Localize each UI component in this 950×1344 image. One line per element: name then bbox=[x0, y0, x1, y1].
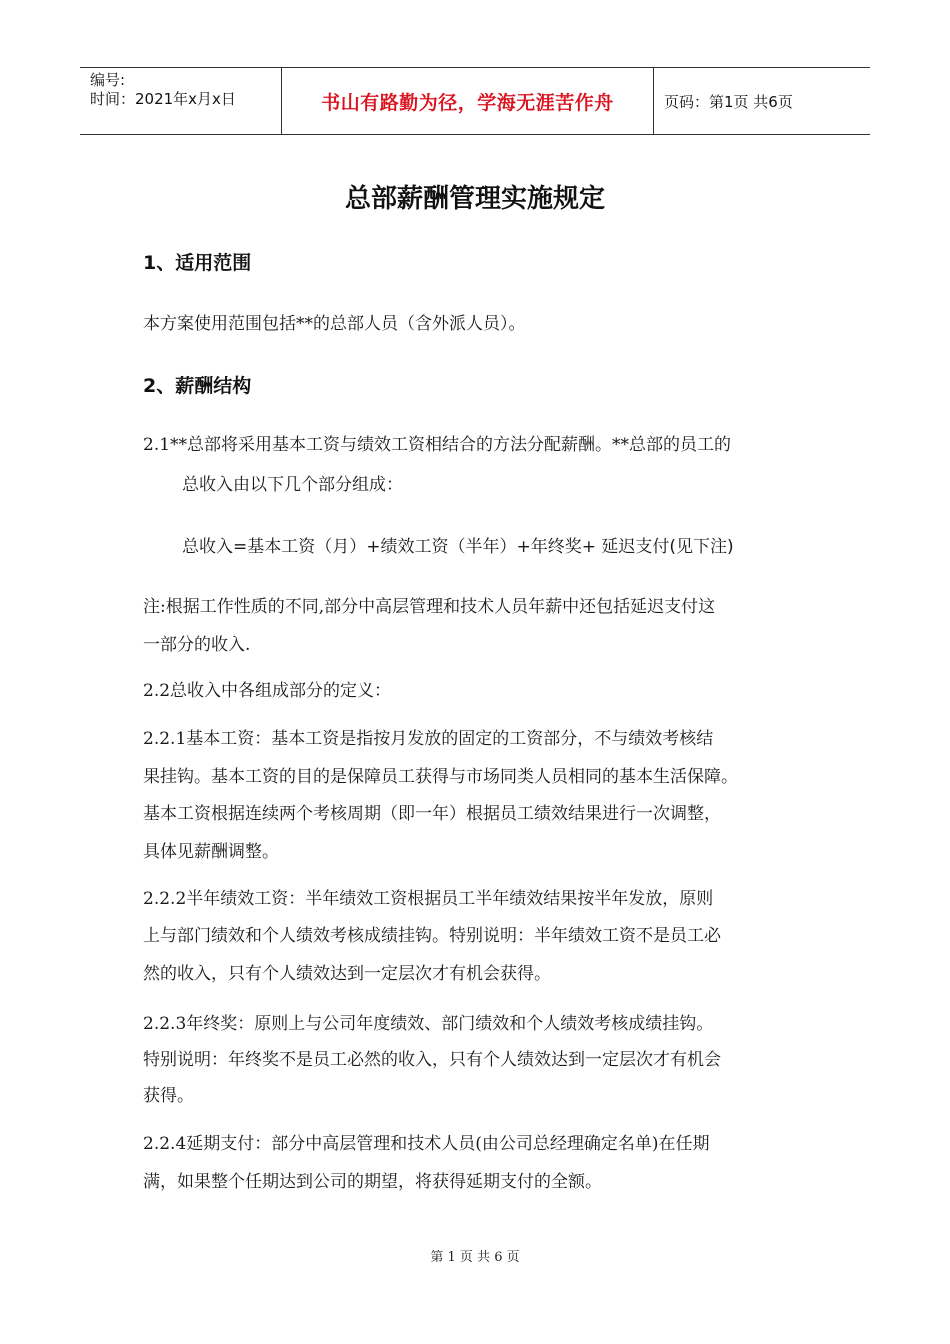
time-label: 时间：2021年x月x日 bbox=[90, 90, 236, 108]
header-page-info: 页码：第1页 共6页 bbox=[664, 92, 793, 111]
para-2-1-line-1: 2.1**总部将采用基本工资与绩效工资相结合的方法分配薪酬。**总部的员工的 bbox=[143, 435, 732, 455]
para-2-2-1-line-3: 基本工资根据连续两个考核周期（即一年）根据员工绩效结果进行一次调整， bbox=[143, 804, 721, 824]
para-2-2-2-line-1: 2.2.2半年绩效工资：半年绩效工资根据员工半年绩效结果按半年发放，原则 bbox=[143, 889, 714, 909]
para-2-2-3-line-2: 特别说明：年终奖不是员工必然的收入，只有个人绩效达到一定层次才有机会 bbox=[143, 1050, 721, 1070]
header-table bbox=[80, 67, 870, 135]
page-footer: 第 1 页 共 6 页 bbox=[430, 1250, 520, 1265]
para-2-2-1-line-2: 果挂钩。基本工资的目的是保障员工获得与市场同类人员相同的基本生活保障。 bbox=[143, 767, 738, 787]
para-2-2-3-line-1: 2.2.3年终奖：原则上与公司年度绩效、部门绩效和个人绩效考核成绩挂钩。 bbox=[143, 1014, 714, 1034]
para-2-2-1-line-4: 具体见薪酬调整。 bbox=[143, 842, 279, 862]
document-title: 总部薪酬管理实施规定 bbox=[344, 184, 605, 214]
income-formula: 总收入=基本工资（月）+绩效工资（半年）+年终奖+ 延迟支付(见下注) bbox=[182, 537, 734, 557]
section-1-body: 本方案使用范围包括**的总部人员（含外派人员）。 bbox=[143, 314, 526, 334]
para-2-2-2-line-3: 然的收入，只有个人绩效达到一定层次才有机会获得。 bbox=[143, 964, 551, 984]
note-line-1: 注:根据工作性质的不同,部分中高层管理和技术人员年薪中还包括延迟支付这 bbox=[143, 597, 716, 617]
para-2-1-line-2: 总收入由以下几个部分组成： bbox=[182, 475, 403, 495]
header-motto: 书山有路勤为径，学海无涯苦作舟 bbox=[321, 91, 614, 114]
header-motto-cell bbox=[282, 68, 654, 134]
note-line-2: 一部分的收入. bbox=[143, 635, 251, 655]
number-label: 编号: bbox=[90, 71, 126, 89]
header-meta bbox=[80, 68, 282, 134]
para-2-2-4-line-2: 满，如果整个任期达到公司的期望，将获得延期支付的全额。 bbox=[143, 1172, 602, 1192]
section-2-heading: 2、薪酬结构 bbox=[143, 375, 252, 397]
para-2-2-1-line-1: 2.2.1基本工资：基本工资是指按月发放的固定的工资部分，不与绩效考核结 bbox=[143, 729, 714, 749]
para-2-2-4-line-1: 2.2.4延期支付：部分中高层管理和技术人员(由公司总经理确定名单)在任期 bbox=[143, 1134, 710, 1154]
para-2-2: 2.2总收入中各组成部分的定义： bbox=[143, 681, 392, 701]
para-2-2-3-line-3: 获得。 bbox=[143, 1086, 194, 1106]
para-2-2-2-line-2: 上与部门绩效和个人绩效考核成绩挂钩。特别说明：半年绩效工资不是员工必 bbox=[143, 926, 721, 946]
section-1-heading: 1、适用范围 bbox=[143, 252, 252, 274]
